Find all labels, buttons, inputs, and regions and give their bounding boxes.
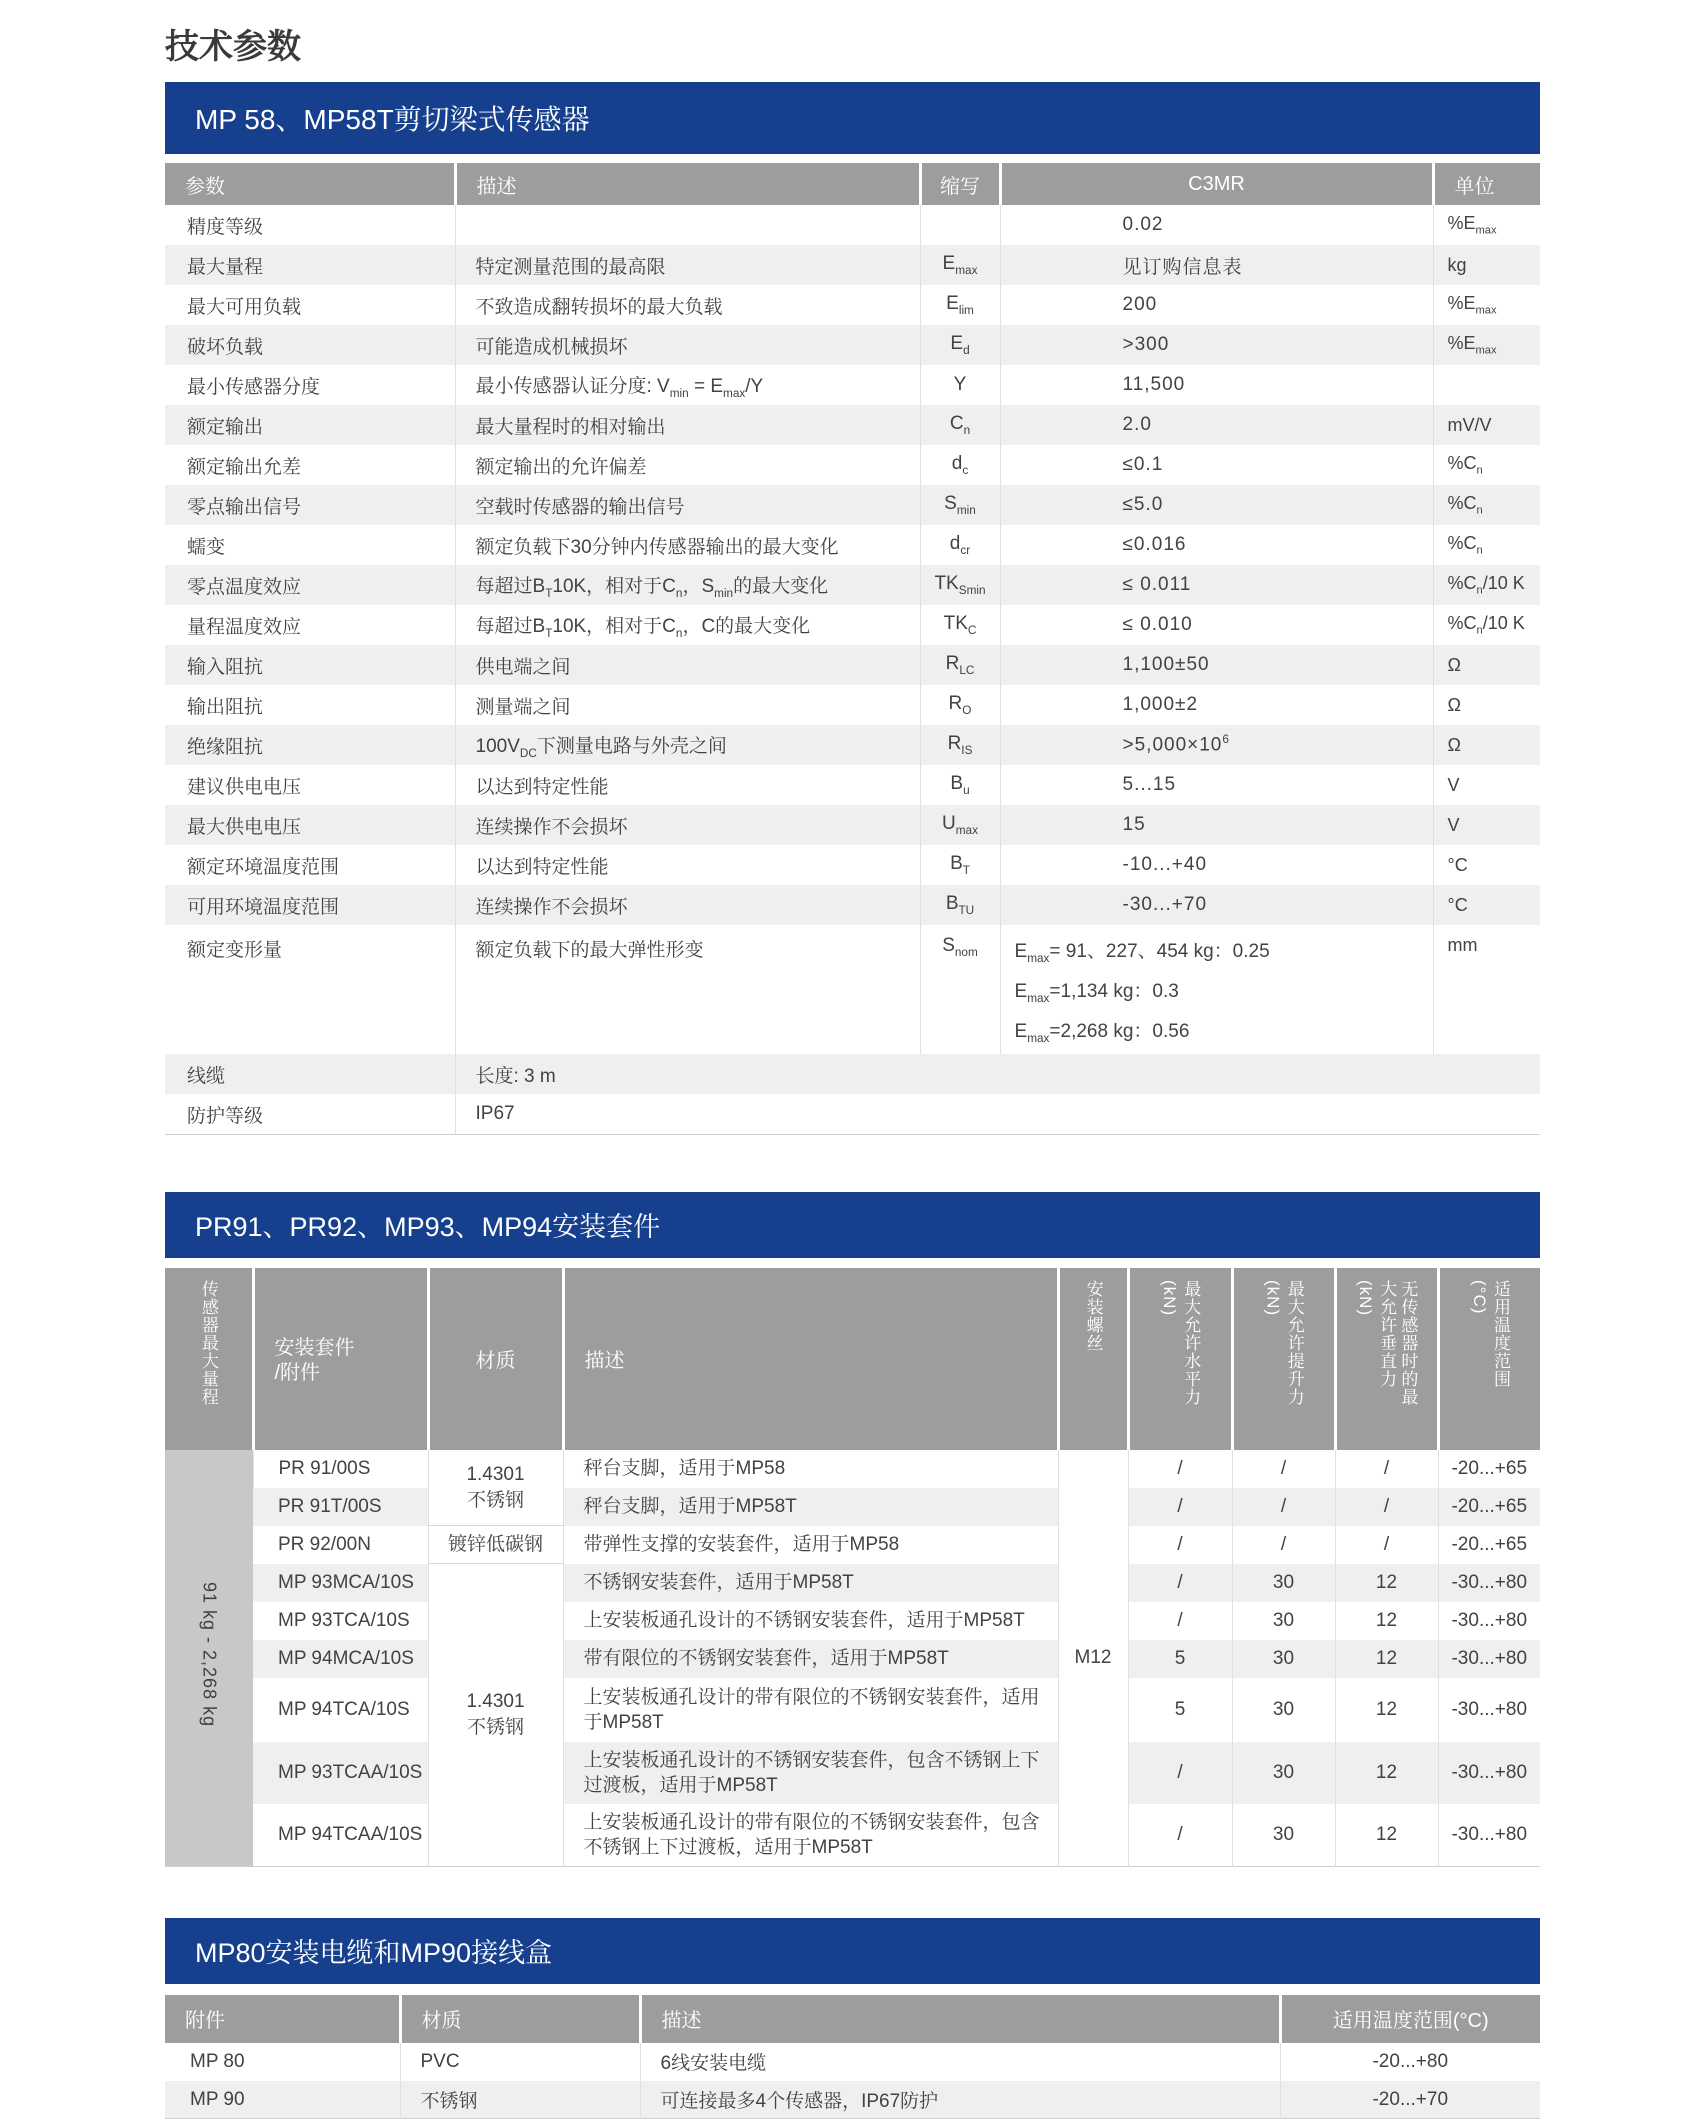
col-header-screw: 安装螺丝: [1058, 1268, 1128, 1450]
temp-range-cell: -30...+80: [1438, 1564, 1540, 1602]
value-cell: $>5,000\times 10^6$: [1000, 725, 1433, 765]
desc-cell: 上安装板通孔设计的带有限位的不锈钢安装套件，适用于MP58T: [563, 1678, 1058, 1742]
col-header-temp-range: 适用温度范围(°C): [1438, 1268, 1540, 1450]
unit-cell: °C: [1433, 885, 1540, 925]
param-cell: 额定环境温度范围: [187, 856, 340, 878]
col-header-value: C3MR: [1000, 163, 1433, 205]
temp-range-cell: -20...+70: [1280, 2081, 1540, 2119]
table-row: [165, 885, 1540, 925]
vertical-force-cell: 12: [1335, 1804, 1438, 1867]
table-row: [165, 845, 1540, 885]
lift-force-cell: /: [1232, 1526, 1335, 1564]
desc-cell: 6线安装电缆: [640, 2043, 1280, 2081]
temp-range-cell: -20...+65: [1438, 1450, 1540, 1488]
horizontal-force-cell: /: [1128, 1526, 1232, 1564]
table-row: [165, 445, 1540, 485]
param-cell: 绝缘阻抗: [165, 725, 455, 765]
lift-force-cell: /: [1232, 1450, 1335, 1488]
param-cell: 蠕变: [187, 536, 226, 558]
param-cell: 额定输出: [165, 405, 455, 445]
abbr-cell: $E_{max}$: [920, 245, 1000, 285]
section-title-mounting-kits-label: PR91、PR92、MP93、MP94安装套件: [195, 1212, 661, 1243]
desc-cell: 以达到特定性能: [455, 765, 920, 805]
abbr-cell: $TK_{Smin}$: [920, 565, 1000, 605]
unit-cell: $\%E_{max}$: [1433, 285, 1540, 325]
unit-cell: V: [1433, 765, 1540, 805]
table-row: [165, 605, 1540, 645]
col-header-lift-force: 最大允许提升力(kN): [1232, 1268, 1335, 1450]
table-row: [165, 1602, 1540, 1640]
value-line: $E_{max}= 91$、227、454 kg：0.25: [1014, 941, 1270, 965]
horizontal-force-cell: /: [1128, 1804, 1232, 1867]
value-cell: 5...15: [1000, 765, 1433, 805]
value-line: $E_{max}=1,134$ kg：0.3: [1014, 980, 1179, 1005]
value-cell: 11,500: [1000, 365, 1433, 405]
abbr-cell: $E_d$: [920, 325, 1000, 365]
accessory-cell: MP 80: [190, 2050, 245, 2072]
temp-range-cell: -20...+65: [1438, 1526, 1540, 1564]
unit-cell: mm: [1433, 925, 1540, 1054]
table-header-row: [165, 1995, 1540, 2043]
col-header-abbr: 缩写: [920, 163, 1000, 205]
desc-cell: 特定测量范围的最高限: [455, 245, 920, 285]
desc-cell: 额定输出的允许偏差: [455, 445, 920, 485]
unit-cell: $\%C_n/10$ K: [1433, 565, 1540, 605]
temp-range-cell: -30...+80: [1438, 1640, 1540, 1678]
table-row: [165, 2081, 1540, 2119]
unit-cell: $\%C_n/10$ K: [1433, 605, 1540, 645]
kit-cell: MP 94TCAA/10S: [278, 1823, 423, 1845]
table-header-row: [165, 1268, 1540, 1450]
abbr-cell: $B_T$: [920, 845, 1000, 885]
value-cell: [1000, 925, 1433, 1054]
abbr-cell: $d_c$: [920, 445, 1000, 485]
desc-cell: 最大量程时的相对输出: [455, 405, 920, 445]
unit-cell: $\%E_{max}$: [1433, 205, 1540, 245]
table-row: [165, 485, 1540, 525]
table-row: [165, 1526, 1540, 1564]
kit-cell: PR 91T/00S: [253, 1488, 428, 1526]
section-title-cable-junction-label: MP80安装电缆和MP90接线盒: [195, 1938, 553, 1969]
kit-cell: MP 93MCA/10S: [253, 1564, 428, 1602]
desc-cell: 测量端之间: [455, 685, 920, 725]
table-row: [165, 405, 1540, 445]
table-row: [165, 645, 1540, 685]
table-row: [165, 365, 1540, 405]
value-cell: ≤ 0.011: [1000, 565, 1433, 605]
desc-cell: 以达到特定性能: [455, 845, 920, 885]
desc-cell: 长度: 3 m: [455, 1054, 1540, 1094]
col-header-desc: 描述: [455, 163, 920, 205]
table-row: [165, 925, 1540, 1054]
section-title-sensor: [165, 82, 1540, 154]
lift-force-cell: 30: [1232, 1602, 1335, 1640]
lift-force-cell: 30: [1232, 1678, 1335, 1742]
kit-cell: MP 94MCA/10S: [253, 1640, 428, 1678]
table-row: [165, 325, 1540, 365]
unit-cell: Ω: [1433, 685, 1540, 725]
col-header-accessory: 附件: [165, 1995, 400, 2043]
material-cell: PVC: [400, 2043, 640, 2081]
mounting-kit-table: [165, 1268, 1540, 1867]
value-cell: ≤ 0.010: [1000, 605, 1433, 645]
value-cell: 2.0: [1000, 405, 1433, 445]
unit-cell: $\%C_n$: [1433, 485, 1540, 525]
table-row: [165, 1450, 1540, 1488]
param-cell: 输出阻抗: [187, 696, 264, 718]
table-row: [165, 1678, 1540, 1742]
param-cell: 额定输出允差: [187, 456, 302, 478]
param-cell: 线缆: [165, 1054, 455, 1094]
table-row: [165, 285, 1540, 325]
value-cell: 1,100±50: [1000, 645, 1433, 685]
col-header-horizontal-force: 最大允许水平力(kN): [1128, 1268, 1232, 1450]
horizontal-force-cell: 5: [1128, 1678, 1232, 1742]
table-row: [165, 685, 1540, 725]
desc-cell: 带弹性支撑的安装套件，适用于MP58: [563, 1526, 1058, 1564]
table-row: [165, 1640, 1540, 1678]
param-cell: 防护等级: [187, 1105, 264, 1127]
value-cell: -10...+40: [1000, 845, 1433, 885]
desc-cell: 上安装板通孔设计的不锈钢安装套件，包含不锈钢上下过渡板，适用于MP58T: [563, 1742, 1058, 1804]
lift-force-cell: 30: [1232, 1804, 1335, 1867]
abbr-cell: $R_{IS}$: [920, 725, 1000, 765]
desc-cell: 秤台支脚，适用于MP58: [563, 1450, 1058, 1488]
lift-force-cell: 30: [1232, 1640, 1335, 1678]
accessory-cell: MP 90: [165, 2081, 400, 2119]
param-cell: 最大供电电压: [165, 805, 455, 845]
param-cell: 可用环境温度范围: [165, 885, 455, 925]
table-row: [165, 205, 1540, 245]
unit-cell: V: [1433, 805, 1540, 845]
vertical-force-cell: /: [1335, 1488, 1438, 1526]
temp-range-cell: -20...+65: [1438, 1488, 1540, 1526]
table-row: [165, 805, 1540, 845]
horizontal-force-cell: /: [1128, 1488, 1232, 1526]
col-header-unit: 单位: [1433, 163, 1540, 205]
sensor-range-cell: 91 kg - 2,268 kg: [165, 1450, 253, 1867]
table-row: [165, 1054, 1540, 1094]
param-cell: 最大量程: [165, 245, 455, 285]
abbr-cell: $d_{cr}$: [920, 525, 1000, 565]
param-cell: 额定变形量: [187, 940, 283, 961]
vertical-force-cell: 12: [1335, 1742, 1438, 1804]
cable-junction-table: [165, 1995, 1540, 2120]
abbr-cell: $B_u$: [920, 765, 1000, 805]
section-title-mounting-kits: [165, 1192, 1540, 1258]
kit-cell: PR 91/00S: [253, 1450, 428, 1488]
vertical-force-cell: 12: [1335, 1678, 1438, 1742]
value-cell: 见订购信息表: [1000, 245, 1433, 285]
desc-cell: 额定负载下的最大弹性形变: [455, 925, 920, 1054]
abbr-cell: $C_n$: [920, 405, 1000, 445]
material-cell: 镀锌低碳钢: [428, 1526, 563, 1564]
table-row: [165, 725, 1540, 765]
temp-range-cell: -30...+80: [1438, 1678, 1540, 1742]
kit-cell: MP 93TCAA/10S: [253, 1742, 428, 1804]
table-row: [165, 1488, 1540, 1526]
abbr-cell: [920, 205, 1000, 245]
lift-force-cell: /: [1232, 1488, 1335, 1526]
col-header-desc: 描述: [563, 1268, 1058, 1450]
unit-cell: $\%C_n$: [1433, 445, 1540, 485]
desc-cell: 空载时传感器的输出信号: [455, 485, 920, 525]
value-cell: 1,000±2: [1000, 685, 1433, 725]
value-cell: >300: [1000, 325, 1433, 365]
material-cell: 1.4301 不锈钢: [428, 1450, 563, 1526]
unit-cell: Ω: [1433, 645, 1540, 685]
unit-cell: °C: [1433, 845, 1540, 885]
desc-cell: 上安装板通孔设计的不锈钢安装套件，适用于MP58T: [563, 1602, 1058, 1640]
col-header-material: 材质: [428, 1268, 563, 1450]
table-row: [165, 1804, 1540, 1867]
table-row: [165, 1742, 1540, 1804]
desc-cell: 秤台支脚，适用于MP58T: [563, 1488, 1058, 1526]
desc-cell: 不致造成翻转损坏的最大负载: [455, 285, 920, 325]
param-cell: 最小传感器分度: [187, 376, 321, 398]
value-line: $E_{max}=2,268$ kg：0.56: [1014, 1020, 1190, 1045]
param-cell: 零点输出信号: [165, 485, 455, 525]
desc-cell: 连续操作不会损坏: [455, 885, 920, 925]
table-row: [165, 765, 1540, 805]
unit-cell: mV/V: [1433, 405, 1540, 445]
kit-cell: MP 94TCA/10S: [278, 1698, 410, 1720]
abbr-cell: $U_{max}$: [920, 805, 1000, 845]
desc-cell: 可能造成机械损坏: [455, 325, 920, 365]
horizontal-force-cell: 5: [1128, 1640, 1232, 1678]
col-header-sensor-range: 传感器最大量程: [165, 1268, 253, 1450]
desc-cell: 每超过$B_T10K$，相对于$C_n$，C的最大变化: [455, 605, 920, 645]
unit-cell: $\%C_n$: [1433, 525, 1540, 565]
value-cell: ≤0.1: [1000, 445, 1433, 485]
temp-range-cell: -30...+80: [1438, 1602, 1540, 1640]
horizontal-force-cell: /: [1128, 1450, 1232, 1488]
vertical-force-cell: 12: [1335, 1564, 1438, 1602]
value-cell: 200: [1000, 285, 1433, 325]
desc-cell: 带有限位的不锈钢安装套件，适用于MP58T: [563, 1640, 1058, 1678]
param-cell: 输入阻抗: [165, 645, 455, 685]
kit-cell: PR 92/00N: [278, 1533, 371, 1555]
sensor-spec-table: [165, 163, 1540, 1135]
material-cell: 不锈钢: [400, 2081, 640, 2119]
col-header-desc: 描述: [640, 1995, 1280, 2043]
value-cell: ≤5.0: [1000, 485, 1433, 525]
lift-force-cell: 30: [1232, 1564, 1335, 1602]
unit-cell: Ω: [1433, 725, 1540, 765]
material-cell: 1.4301 不锈钢: [428, 1564, 563, 1867]
vertical-force-cell: /: [1335, 1450, 1438, 1488]
unit-cell: [1433, 365, 1540, 405]
horizontal-force-cell: /: [1128, 1742, 1232, 1804]
table-row: [165, 1564, 1540, 1602]
desc-cell: 连续操作不会损坏: [455, 805, 920, 845]
abbr-cell: $TK_C$: [920, 605, 1000, 645]
abbr-cell: $E_{lim}$: [920, 285, 1000, 325]
desc-cell: [455, 205, 920, 245]
desc-cell: $100V_{DC}$下测量电路与外壳之间: [455, 725, 920, 765]
section-title-sensor-label: MP 58、MP58T剪切梁式传感器: [195, 104, 590, 135]
value-cell: 15: [1000, 805, 1433, 845]
desc-cell: 每超过$B_T10K$，相对于$C_n$，$S_{min}$的最大变化: [455, 565, 920, 605]
abbr-cell: $S_{nom}$: [920, 925, 1000, 1054]
page-title: 技术参数: [165, 28, 301, 66]
param-cell: 零点温度效应: [165, 565, 455, 605]
table-header-row: [165, 163, 1540, 205]
table-row: [165, 245, 1540, 285]
param-cell: 建议供电电压: [187, 776, 302, 798]
abbr-cell: Y: [920, 365, 1000, 405]
table-row: [165, 2043, 1540, 2081]
col-header-param: 参数: [165, 163, 455, 205]
vertical-force-cell: 12: [1335, 1640, 1438, 1678]
lift-force-cell: 30: [1232, 1742, 1335, 1804]
screw-cell: M12: [1058, 1450, 1128, 1867]
abbr-cell: $R_{LC}$: [920, 645, 1000, 685]
param-cell: 量程温度效应: [187, 616, 302, 638]
temp-range-cell: -20...+80: [1280, 2043, 1540, 2081]
vertical-force-cell: /: [1335, 1526, 1438, 1564]
col-header-temp-range: 适用温度范围(°C): [1280, 1995, 1540, 2043]
param-cell: 精度等级: [187, 216, 264, 238]
vertical-force-cell: 12: [1335, 1602, 1438, 1640]
desc-cell: 供电端之间: [455, 645, 920, 685]
unit-cell: $\%E_{max}$: [1433, 325, 1540, 365]
desc-cell: 额定负载下30分钟内传感器输出的最大变化: [455, 525, 920, 565]
table-row: [165, 525, 1540, 565]
horizontal-force-cell: /: [1128, 1564, 1232, 1602]
page-content: [165, 26, 1540, 2119]
col-header-vertical-force: 无传感器时的最大允许垂直力(kN): [1335, 1268, 1438, 1450]
value-cell: 0.02: [1000, 205, 1433, 245]
temp-range-cell: -30...+80: [1438, 1742, 1540, 1804]
col-header-material: 材质: [400, 1995, 640, 2043]
param-cell: 最大可用负载: [187, 296, 302, 318]
abbr-cell: $R_O$: [920, 685, 1000, 725]
horizontal-force-cell: /: [1128, 1602, 1232, 1640]
table-row: [165, 565, 1540, 605]
desc-cell: 上安装板通孔设计的带有限位的不锈钢安装套件，包含不锈钢上下过渡板，适用于MP58T: [563, 1804, 1058, 1867]
col-header-kit: 安装套件 /附件: [253, 1268, 428, 1450]
desc-cell: 最小传感器认证分度: $V_{min} = E_{max}/Y$: [455, 365, 920, 405]
unit-cell: kg: [1433, 245, 1540, 285]
temp-range-cell: -30...+80: [1438, 1804, 1540, 1867]
value-cell: ≤0.016: [1000, 525, 1433, 565]
param-cell: 破坏负载: [165, 325, 455, 365]
section-title-cable-junction: [165, 1918, 1540, 1984]
kit-cell: MP 93TCA/10S: [278, 1609, 410, 1631]
desc-cell: IP67: [455, 1094, 1540, 1134]
abbr-cell: $B_{TU}$: [920, 885, 1000, 925]
desc-cell: 不锈钢安装套件，适用于MP58T: [563, 1564, 1058, 1602]
table-row: [165, 1094, 1540, 1134]
abbr-cell: $S_{min}$: [920, 485, 1000, 525]
value-cell: -30...+70: [1000, 885, 1433, 925]
desc-cell: 可连接最多4个传感器，IP67防护: [640, 2081, 1280, 2119]
